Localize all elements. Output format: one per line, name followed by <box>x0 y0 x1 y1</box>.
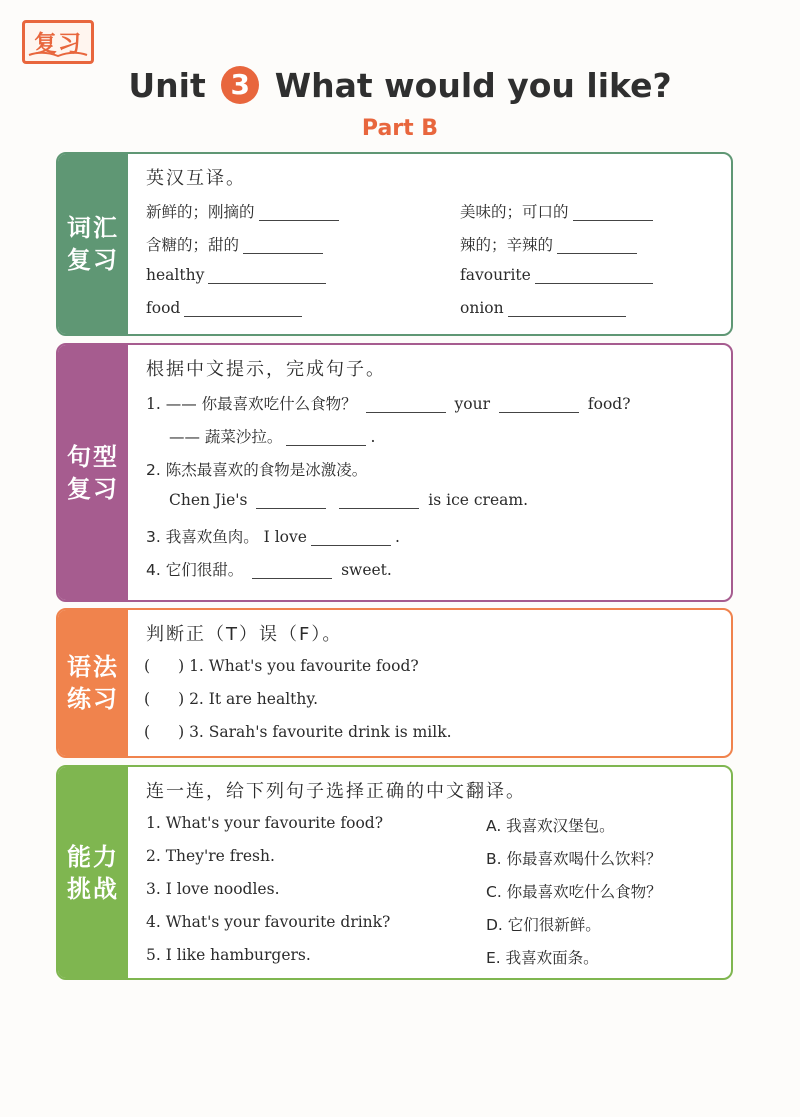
vocab-side-line2: 复习 <box>67 246 119 274</box>
answer-blank[interactable] <box>508 300 626 317</box>
challenge-side-line2: 挑战 <box>67 874 119 903</box>
answer-blank[interactable] <box>573 204 653 221</box>
grammar-item: ( ) 1. What's you favourite food? <box>144 657 419 675</box>
vocab-item: food <box>146 299 181 317</box>
sentence-instruction: 根据中文提示，完成句子。 <box>146 359 386 380</box>
sentence-q4: 4. 它们很甜。 sweet. <box>146 561 392 579</box>
vocab-item: 含糖的；甜的 <box>146 236 240 254</box>
answer-blank[interactable] <box>259 204 339 221</box>
answer-blank[interactable] <box>311 529 391 546</box>
match-left-item[interactable]: 2. They're fresh. <box>146 847 275 865</box>
answer-blank[interactable] <box>252 562 332 579</box>
challenge-instruction: 连一连，给下列句子选择正确的中文翻译。 <box>146 781 526 802</box>
match-left-item[interactable]: 3. I love noodles. <box>146 880 280 898</box>
sentence-side <box>58 345 128 600</box>
answer-blank[interactable] <box>243 237 323 254</box>
grammar-side <box>58 610 128 756</box>
sentence-side-line1: 句型 <box>67 442 119 471</box>
vocab-item: healthy <box>146 266 205 284</box>
answer-paren[interactable]: ( ) <box>144 723 185 741</box>
match-right-item[interactable]: D. 它们很新鲜。 <box>486 916 601 934</box>
match-left-item[interactable]: 1. What's your favourite food? <box>146 814 384 832</box>
challenge-section <box>56 765 733 980</box>
sentence-q2-cn: 2. 陈杰最喜欢的食物是冰激凌。 <box>146 461 368 479</box>
answer-blank[interactable] <box>256 492 326 509</box>
vocab-instruction: 英汉互译。 <box>146 168 246 189</box>
answer-blank[interactable] <box>366 396 446 413</box>
answer-blank[interactable] <box>286 429 366 446</box>
unit-number: 3 <box>221 66 259 104</box>
sentence-q1-answer: —— 蔬菜沙拉。 . <box>169 428 376 446</box>
vocab-side-line1: 词汇 <box>67 214 119 242</box>
answer-paren[interactable]: ( ) <box>144 657 185 675</box>
page-title <box>0 66 800 105</box>
answer-blank[interactable] <box>535 267 653 284</box>
title-prefix: Unit <box>128 66 206 105</box>
title-suffix: What would you like? <box>274 66 672 105</box>
vocab-item: 辣的；辛辣的 <box>460 236 554 254</box>
challenge-side <box>58 767 128 978</box>
challenge-side-line1: 能力 <box>67 842 119 871</box>
answer-blank[interactable] <box>557 237 637 254</box>
match-right-item[interactable]: C. 你最喜欢吃什么食物？ <box>486 883 662 901</box>
vocab-side <box>58 154 128 334</box>
sentence-q2: Chen Jie's is ice cream. <box>169 491 529 509</box>
grammar-item: ( ) 2. It are healthy. <box>144 690 318 708</box>
match-right-item[interactable]: E. 我喜欢面条。 <box>486 949 599 967</box>
badge-label: 复习 <box>34 31 82 57</box>
answer-blank[interactable] <box>339 492 419 509</box>
match-right-item[interactable]: B. 你最喜欢喝什么饮料？ <box>486 850 662 868</box>
match-left-item[interactable]: 5. I like hamburgers. <box>146 946 311 964</box>
grammar-instruction: 判断正（T）误（F）。 <box>146 624 343 645</box>
grammar-side-line2: 练习 <box>67 685 119 713</box>
grammar-section <box>56 608 733 758</box>
grammar-side-line1: 语法 <box>67 653 119 681</box>
vocab-item: 新鲜的；刚摘的 <box>146 203 255 221</box>
part-label: Part B <box>361 116 439 141</box>
answer-blank[interactable] <box>499 396 579 413</box>
match-left-item[interactable]: 4. What's your favourite drink? <box>146 913 391 931</box>
answer-blank[interactable] <box>184 300 302 317</box>
answer-blank[interactable] <box>208 267 326 284</box>
sentence-q1: 1. —— 你最喜欢吃什么食物？ your food? <box>146 395 631 413</box>
sentence-section <box>56 343 733 602</box>
sentence-q3: 3. 我喜欢鱼肉。 I love . <box>146 528 400 546</box>
vocab-item: 美味的；可口的 <box>460 203 569 221</box>
match-right-item[interactable]: A. 我喜欢汉堡包。 <box>486 817 615 835</box>
sentence-side-line2: 复习 <box>67 474 119 503</box>
vocab-item: onion <box>460 299 504 317</box>
answer-paren[interactable]: ( ) <box>144 690 185 708</box>
review-badge <box>22 20 94 64</box>
vocab-section <box>56 152 733 336</box>
grammar-item: ( ) 3. Sarah's favourite drink is milk. <box>144 723 452 741</box>
vocab-item: favourite <box>460 266 531 284</box>
